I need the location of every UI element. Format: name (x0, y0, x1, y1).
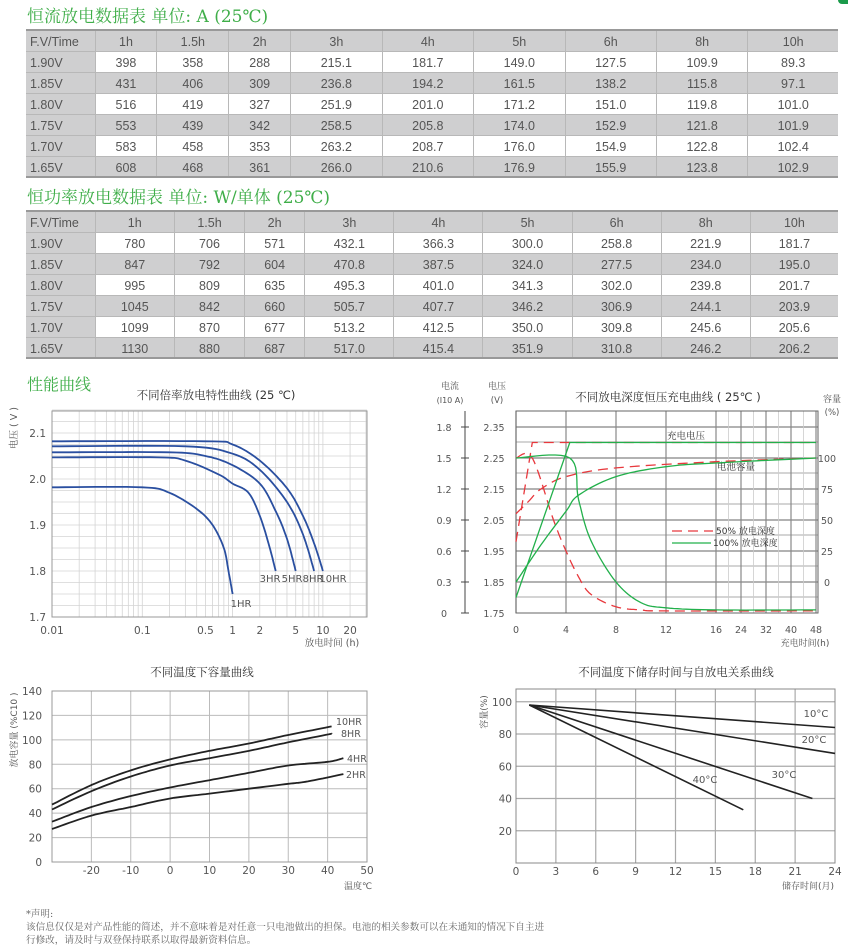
table-cell: 635 (244, 274, 304, 295)
chart-title: 不同倍率放电特性曲线 (25 ℃) (136, 388, 296, 402)
table-cell: 121.8 (656, 114, 747, 135)
y-current-unit: (I10 A) (436, 396, 464, 405)
table-cell: 608 (95, 156, 157, 177)
table-cell: 1099 (95, 316, 175, 337)
column-header: 1h (95, 211, 175, 232)
y-voltage-tick: 2.15 (483, 485, 505, 496)
table-cell: 517.0 (305, 337, 394, 358)
table-cell: 842 (175, 295, 245, 316)
table-cell: 155.9 (565, 156, 656, 177)
y-current-tick: 1.2 (436, 485, 452, 496)
y-current-tick: 0 (440, 609, 448, 620)
column-header: 2h (244, 211, 304, 232)
table-cell: 350.0 (483, 316, 572, 337)
series-label: 8HR (341, 729, 361, 740)
series-label: 10°C (803, 709, 829, 720)
table-cell: 149.0 (474, 51, 565, 72)
table-cell: 346.2 (483, 295, 572, 316)
table-cell: 353 (229, 135, 291, 156)
x-tick-label: 48 (809, 625, 823, 636)
chart-title: 不同温度下储存时间与自放电关系曲线 (578, 665, 774, 679)
series-8hr (52, 734, 332, 810)
y-capacity-tick: 50 (820, 516, 834, 527)
table-cell: 995 (95, 274, 175, 295)
series-10c (529, 705, 835, 728)
column-header: 1.5h (175, 211, 245, 232)
table-cell: 181.7 (750, 232, 838, 253)
table-cell: 244.1 (661, 295, 750, 316)
table-cell: 553 (95, 114, 157, 135)
table-cell: 109.9 (656, 51, 747, 72)
y-current-tick: 1.8 (436, 423, 452, 434)
y-capacity-unit: (%) (824, 408, 840, 418)
table-cell: 300.0 (483, 232, 572, 253)
table-cell: 89.3 (748, 51, 838, 72)
series-label: 1HR (230, 599, 252, 610)
y-tick-label: 40 (498, 793, 512, 806)
y-axis-label: 放电容量 (%C10 ) (10, 692, 20, 768)
y-current-tick: 0.6 (436, 547, 452, 558)
x-tick-label: 6 (592, 866, 600, 878)
y-tick-label: 60 (28, 783, 42, 796)
table-cell: 412.5 (394, 316, 483, 337)
x-tick-label: 40 (784, 625, 798, 636)
table-cell: 201.7 (750, 274, 838, 295)
table-cell: 263.2 (291, 135, 382, 156)
table-cell: 458 (157, 135, 229, 156)
x-axis-label: 温度℃ (343, 882, 373, 892)
table-cell: 706 (175, 232, 245, 253)
table-cell: 361 (229, 156, 291, 177)
row-voltage: 1.65V (26, 337, 95, 358)
series-20c (529, 705, 835, 753)
table-cell: 310.8 (572, 337, 661, 358)
x-tick-label: 50 (360, 865, 374, 877)
y-axis-label: 容量(%) (480, 695, 490, 729)
table-cell: 398 (95, 51, 157, 72)
table-cell: 176.9 (474, 156, 565, 177)
table-cell: 432.1 (305, 232, 394, 253)
table-cell: 401.0 (394, 274, 483, 295)
row-voltage: 1.70V (26, 316, 95, 337)
x-tick-label: 24 (734, 625, 748, 636)
table-cell: 583 (95, 135, 157, 156)
column-header: 2h (229, 30, 291, 51)
x-tick-label: 24 (828, 866, 842, 878)
column-header: 4h (382, 30, 473, 51)
table-cell: 221.9 (661, 232, 750, 253)
y-voltage-tick: 2.25 (483, 454, 505, 465)
x-tick-label: 12 (659, 625, 673, 636)
y-capacity-tick: 75 (820, 485, 834, 496)
x-axis-label: 放电时间 (h) (304, 638, 360, 649)
x-tick-label: 32 (759, 625, 773, 636)
table-cell: 161.5 (474, 72, 565, 93)
x-tick-label: 0 (512, 866, 520, 878)
y-voltage-tick: 2.35 (483, 423, 505, 434)
table-cell: 239.8 (661, 274, 750, 295)
x-tick-label: 0.1 (133, 625, 151, 637)
series-3hr (52, 457, 276, 571)
table-cell: 847 (95, 253, 175, 274)
x-tick-label: 0.01 (40, 625, 64, 637)
table-cell: 115.8 (656, 72, 747, 93)
column-header: 5h (474, 30, 565, 51)
x-tick-label: 21 (788, 866, 802, 878)
table-cell: 431 (95, 72, 157, 93)
column-header: 5h (483, 211, 572, 232)
y-current-tick: 0.3 (436, 578, 452, 589)
table-cell: 194.2 (382, 72, 473, 93)
row-voltage: 1.90V (26, 51, 95, 72)
y-tick-label: 100 (491, 696, 512, 709)
table-cell: 306.9 (572, 295, 661, 316)
column-header: 1h (95, 30, 157, 51)
y-current-tick: 1.5 (436, 454, 452, 465)
table-cell: 122.8 (656, 135, 747, 156)
y-tick-label: 80 (498, 729, 512, 741)
y-tick-label: 100 (21, 734, 42, 747)
y-voltage-unit: (V) (490, 396, 504, 406)
footnote-label: *声明: (26, 909, 54, 920)
power-table-title: 恒功率放电数据表 单位: W/单体 (25℃) (27, 188, 331, 208)
annotation-capacity: 电池容量 (716, 462, 756, 473)
chart-title: 不同温度下容量曲线 (150, 665, 254, 679)
x-tick-label: 30 (281, 865, 295, 877)
y-current-tick: 0.9 (436, 516, 452, 527)
table-cell: 127.5 (565, 51, 656, 72)
chart-title: 不同放电深度恒压充电曲线 ( 25℃ ) (575, 390, 761, 404)
column-header: F.V/Time (26, 211, 95, 232)
legend-100-label: 100% 放电深度 (713, 539, 778, 549)
y-tick-label: 140 (21, 686, 42, 698)
y-capacity-tick: 25 (820, 547, 834, 558)
table-cell: 407.7 (394, 295, 483, 316)
column-header: 3h (291, 30, 382, 51)
table-cell: 210.6 (382, 156, 473, 177)
table-cell: 119.8 (656, 93, 747, 114)
x-tick-label: 15 (708, 866, 723, 878)
series-label: 10HR (336, 717, 362, 728)
y-tick-label: 1.8 (29, 566, 46, 578)
series-label: 5HR (281, 574, 303, 585)
table-cell: 171.2 (474, 93, 565, 114)
y-tick-label: 20 (28, 832, 42, 845)
x-tick-label: 1 (229, 625, 236, 637)
table-cell: 258.5 (291, 114, 382, 135)
x-tick-label: 0 (512, 625, 520, 636)
table-cell: 266.0 (291, 156, 382, 177)
x-axis-label: 充电时间(h) (780, 639, 830, 649)
column-header: 10h (750, 211, 838, 232)
x-tick-label: 4 (562, 625, 570, 636)
row-voltage: 1.85V (26, 72, 95, 93)
x-tick-label: 0.5 (197, 625, 214, 637)
x-tick-label: 3 (552, 866, 560, 878)
table-cell: 1045 (95, 295, 175, 316)
table-cell: 205.6 (750, 316, 838, 337)
row-voltage: 1.75V (26, 114, 95, 135)
table-cell: 246.2 (661, 337, 750, 358)
column-header: 3h (305, 211, 394, 232)
table-cell: 513.2 (305, 316, 394, 337)
table-cell: 203.9 (750, 295, 838, 316)
table-cell: 342 (229, 114, 291, 135)
table-cell: 415.4 (394, 337, 483, 358)
y-capacity-label: 容量 (822, 395, 842, 405)
table-cell: 309 (229, 72, 291, 93)
column-header: F.V/Time (26, 30, 95, 51)
table-cell: 468 (157, 156, 229, 177)
footnote (26, 908, 546, 947)
series-label: 30°C (771, 770, 797, 781)
table-cell: 97.1 (748, 72, 838, 93)
table-cell: 495.3 (305, 274, 394, 295)
table-cell: 101.0 (748, 93, 838, 114)
table-cell: 123.8 (656, 156, 747, 177)
series-label: 20°C (801, 735, 827, 746)
y-tick-label: 2.1 (29, 428, 46, 440)
table-cell: 419 (157, 93, 229, 114)
table-cell: 215.1 (291, 51, 382, 72)
column-header: 4h (394, 211, 483, 232)
table-cell: 687 (244, 337, 304, 358)
series-label: 3HR (259, 574, 281, 585)
series-label: 4HR (347, 754, 367, 765)
table-cell: 138.2 (565, 72, 656, 93)
table-cell: 309.8 (572, 316, 661, 337)
x-tick-label: 40 (320, 865, 335, 877)
y-tick-label: 0 (35, 857, 42, 869)
table-cell: 154.9 (565, 135, 656, 156)
table-cell: 151.0 (565, 93, 656, 114)
table-cell: 277.5 (572, 253, 661, 274)
table-cell: 880 (175, 337, 245, 358)
table-cell: 571 (244, 232, 304, 253)
x-tick-label: 9 (632, 866, 639, 878)
series-label: 2HR (346, 770, 366, 781)
legend-50-label: 50% 放电深度 (716, 527, 775, 537)
row-voltage: 1.85V (26, 253, 95, 274)
table-cell: 201.0 (382, 93, 473, 114)
x-tick-label: 16 (709, 625, 723, 636)
y-tick-label: 120 (21, 710, 42, 723)
x-tick-label: 0 (166, 865, 174, 877)
table-cell: 809 (175, 274, 245, 295)
y-tick-label: 2.0 (29, 474, 46, 486)
table-cell: 102.4 (748, 135, 838, 156)
x-tick-label: 20 (343, 625, 357, 637)
y-tick-label: 80 (28, 759, 42, 772)
table-cell: 195.0 (750, 253, 838, 274)
y-voltage-tick: 1.85 (483, 578, 505, 589)
series-label: 8HR (302, 574, 324, 585)
row-voltage: 1.75V (26, 295, 95, 316)
x-tick-label: 5 (292, 625, 300, 637)
series-label: 10HR (319, 574, 347, 585)
row-voltage: 1.80V (26, 93, 95, 114)
column-header: 8h (661, 211, 750, 232)
y-tick-label: 60 (498, 761, 512, 774)
table-cell: 870 (175, 316, 245, 337)
table-cell: 516 (95, 93, 157, 114)
table-cell: 258.8 (572, 232, 661, 253)
table-cell: 206.2 (750, 337, 838, 358)
series-label: 40°C (692, 775, 718, 786)
x-tick-label: -20 (82, 865, 100, 877)
table-cell: 470.8 (305, 253, 394, 274)
series-40c (529, 705, 743, 810)
column-header: 10h (748, 30, 838, 51)
table-cell: 387.5 (394, 253, 483, 274)
column-header: 6h (565, 30, 656, 51)
x-tick-label: 20 (242, 865, 256, 877)
table-cell: 792 (175, 253, 245, 274)
table-cell: 366.3 (394, 232, 483, 253)
table-cell: 1130 (95, 337, 175, 358)
table-cell: 341.3 (483, 274, 572, 295)
x-tick-label: 18 (748, 866, 762, 878)
table-cell: 439 (157, 114, 229, 135)
table-cell: 208.7 (382, 135, 473, 156)
table-cell: 236.8 (291, 72, 382, 93)
y-current-label: 电流 (440, 382, 460, 392)
table-cell: 174.0 (474, 114, 565, 135)
y-axis-label: 电压 ( V ) (9, 407, 20, 449)
row-voltage: 1.65V (26, 156, 95, 177)
table-cell: 245.6 (661, 316, 750, 337)
x-tick-label: 10 (316, 625, 330, 637)
column-header: 6h (572, 211, 661, 232)
x-tick-label: 10 (202, 865, 217, 877)
table-cell: 604 (244, 253, 304, 274)
table-cell: 102.9 (748, 156, 838, 177)
table-cell: 288 (229, 51, 291, 72)
x-tick-label: 12 (668, 866, 683, 878)
column-header: 8h (656, 30, 747, 51)
table-cell: 205.8 (382, 114, 473, 135)
x-tick-label: 8 (612, 625, 620, 636)
table-cell: 780 (95, 232, 175, 253)
table-cell: 234.0 (661, 253, 750, 274)
table-cell: 358 (157, 51, 229, 72)
table-cell: 351.9 (483, 337, 572, 358)
y-voltage-tick: 1.95 (483, 547, 505, 558)
annotation-charge-voltage: 充电电压 (666, 431, 706, 442)
table-cell: 505.7 (305, 295, 394, 316)
y-voltage-tick: 2.05 (483, 516, 505, 527)
table-cell: 251.9 (291, 93, 382, 114)
x-tick-label: 2 (256, 625, 264, 637)
row-voltage: 1.70V (26, 135, 95, 156)
table-cell: 406 (157, 72, 229, 93)
y-capacity-tick: 100 (817, 454, 837, 465)
x-axis-label: 储存时间(月) (781, 882, 835, 892)
x-tick-label: -10 (122, 865, 140, 877)
table-cell: 152.9 (565, 114, 656, 135)
performance-curves-title: 性能曲线 (27, 375, 92, 394)
table-cell: 302.0 (572, 274, 661, 295)
y-tick-label: 1.7 (29, 612, 46, 624)
table-cell: 101.9 (748, 114, 838, 135)
table-cell: 677 (244, 316, 304, 337)
row-voltage: 1.80V (26, 274, 95, 295)
y-tick-label: 20 (498, 825, 512, 838)
y-tick-label: 1.9 (29, 520, 46, 532)
table-cell: 176.0 (474, 135, 565, 156)
table-cell: 660 (244, 295, 304, 316)
table-cell: 327 (229, 93, 291, 114)
current-table-title: 恒流放电数据表 单位: A (25℃) (27, 7, 269, 27)
y-capacity-tick: 0 (823, 578, 831, 589)
column-header: 1.5h (157, 30, 229, 51)
y-voltage-label: 电压 (487, 382, 507, 392)
table-cell: 181.7 (382, 51, 473, 72)
y-voltage-tick: 1.75 (483, 609, 505, 620)
table-cell: 324.0 (483, 253, 572, 274)
footnote-text: 该信息仅仅是对产品性能的简述，并不意味着是对任意一只电池做出的担保。电池的相关参数可以在未通知的情况下自主进行修改，请及时与双登保持联系以取得最新资料信息。 (26, 922, 545, 946)
y-tick-label: 40 (28, 808, 42, 821)
row-voltage: 1.90V (26, 232, 95, 253)
series-30c (529, 705, 812, 799)
